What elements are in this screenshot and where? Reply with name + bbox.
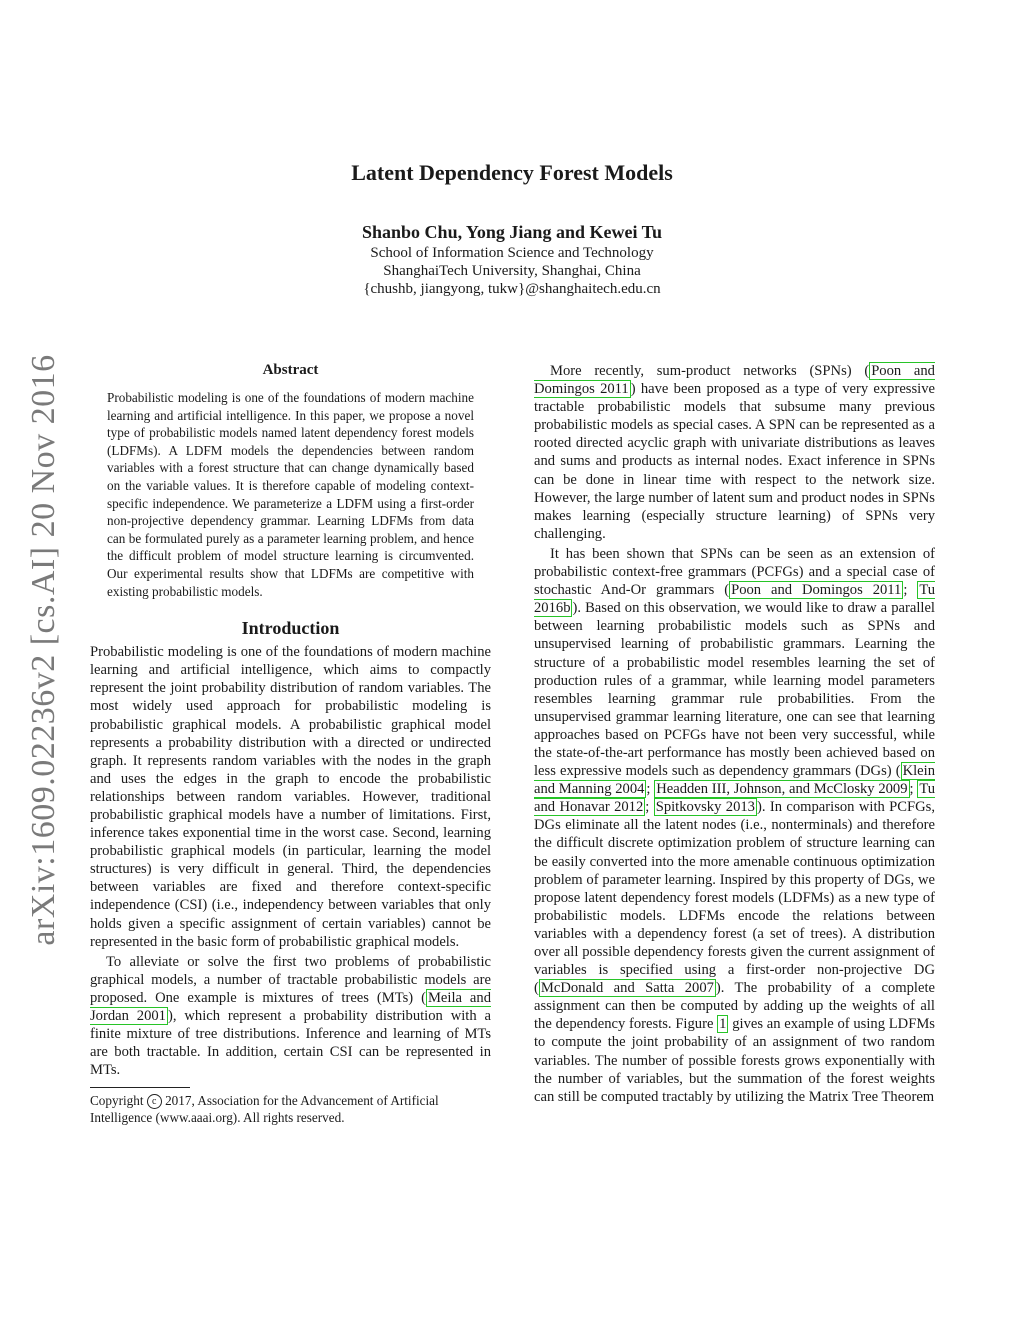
right-paragraph-1 <box>534 362 935 543</box>
right-paragraph-2 <box>534 545 935 1106</box>
paper-title: Latent Dependency Forest Models <box>351 160 673 185</box>
copyright-text-a: 2017, Association for the Advancement of Artificial <box>165 1093 439 1109</box>
citation-separator: ; <box>645 799 654 816</box>
introduction-heading: Introduction <box>241 618 340 639</box>
intro-p2-text-a: To alleviate or solve the first two problems of probabilistic graphical models, a number of tractable probabilistic models are proposed. One example is mixtures of trees (MTs) ( <box>90 953 491 1006</box>
abstract-body: Probabilistic modeling is one of the foundations of modern machine learning and artificial intelligence. In this paper, we propose a novel type of probabilistic models named latent dependency forest models (LDFMs). A LDFM models the dependencies between random variables with a forest structure that can change dynamically based on the variable values. It is therefore capable of modeling context-specific independence. We parameterize a LDFM using a first-order non-projective dependency grammar. Learning LDFMs from data can be formulated purely as a parameter learning problem, and hence the difficult problem of model structure learning is circumvented. Our experimental results show that LDFMs are competitive with existing probabilistic models. <box>107 390 474 599</box>
intro-paragraph-2 <box>90 953 491 1080</box>
copyright-icon: c <box>147 1094 162 1109</box>
affiliation-block <box>0 244 1024 298</box>
citation-link-headden[interactable]: Headden III, Johnson, and McClosky 2009 <box>656 781 908 798</box>
citation-link-meila-jordan[interactable]: Meila and Jordan 2001 <box>90 989 491 1024</box>
arxiv-stamp: arXiv:1609.02236v2 [cs.AI] 20 Nov 2016 <box>25 354 62 946</box>
copyright-label: Copyright <box>90 1093 144 1109</box>
left-column <box>90 362 491 1126</box>
right-p1-text-b: ) have been proposed as a type of very expressive tractable probabilistic models that subsume many previous probabilistic models as special cases. A SPN can be represented as a rooted directed acyclic graph with univariate distributions as leaves and sums and products as internal nodes. Exact inference in SPNs can be done in linear time with respect to the network size. However, the large number of latent sum and product nodes in SPNs makes learning (especially structure learning) of SPNs very challenging. <box>534 381 935 542</box>
citation-link-klein-manning[interactable]: Klein and Manning 2004 <box>534 763 935 798</box>
citation-link-poon-domingos-2[interactable]: Poon and Domingos 2011 <box>731 582 902 599</box>
citation-link-spitkovsky[interactable]: Spitkovsky 2013 <box>655 799 755 816</box>
citation-separator: ; <box>646 781 655 798</box>
right-p1-text-a: More recently, sum-product networks (SPNs) ( <box>550 363 870 379</box>
intro-p2-text-b: ), which represent a probability distribution with a finite mixture of tree distributions. Inference and learning of MTs are both tractable. In addition, certain CSI can be represented in MTs. <box>90 1008 491 1079</box>
affiliation-university: ShanghaiTech University, Shanghai, China <box>383 263 641 279</box>
copyright-text-b: Intelligence (www.aaai.org). All rights reserved. <box>90 1110 345 1126</box>
citation-separator: ; <box>903 582 918 599</box>
citation-link-mcdonald-satta[interactable]: McDonald and Satta 2007 <box>540 980 714 997</box>
citation-separator: ; <box>909 781 918 798</box>
right-p2-text-a: It has been shown that SPNs can be seen as an extension of probabilistic context-free grammars (PCFGs) and a special case of stochastic And-Or grammars ( <box>534 545 935 599</box>
right-column <box>534 362 935 1106</box>
right-p2-text-e: gives an example of using LDFMs to compute the joint probability of an assignment of two random variables. The number of possible forests grows exponentially with the number of variables, but the summation of the forest weights can still be computed tractably by utilizing the Matrix Tree Theorem <box>534 1016 935 1105</box>
footnote-divider <box>90 1087 190 1088</box>
right-p2-text-b: ). Based on this observation, we would like to draw a parallel between learning probabilistic models such as SPNs and unsupervised learning of probabilistic grammars. Learning the structure of a probabilistic model resembles learning the set of production rules of a grammar, while learning model parameters resembles learning grammar rule probabilities. From the unsupervised grammar learning literature, one can see that learning approaches based on PCFGs have not been very successful, while the state-of-the-art performance has mostly been achieved based on less expressive models such as dependency grammars (DGs) ( <box>534 600 935 780</box>
copyright-notice <box>90 1092 491 1126</box>
citation-link-poon-domingos[interactable]: Poon and Domingos 2011 <box>534 363 935 398</box>
right-p2-text-c: ). In comparison with PCFGs, DGs eliminate all the latent nodes (i.e., nonterminals) and therefore the difficult discrete optimization problem of structure learning can be easily converted into the more amenable continuous optimization problem of parameter learning. Inspired by this property of DGs, we propose latent dependency forest models (LDFMs) as a new type of probabilistic models. LDFMs encode the relations between variables with a dependency forest (a set of trees). A distribution over all possible dependency forests given the current assignment of variables is specified using a first-order non-projective DG ( <box>534 799 936 997</box>
citation-link-tu-honavar[interactable]: Tu and Honavar 2012 <box>534 781 936 816</box>
figure-link-1[interactable]: 1 <box>719 1016 727 1033</box>
intro-paragraph-1: Probabilistic modeling is one of the foundations of modern machine learning and artificial intelligence, which aims to compactly represent the joint probability distribution of random variables. The most widely used approach for probabilistic modeling is probabilistic graphical models. A probabilistic graphical model represents a probability distribution with a directed or undirected graph. It represents random variables with the nodes in the graph and uses the edges in the graph to encode the probabilistic relationships between random variables. However, traditional probabilistic graphical models have a number of limitations. First, inference takes exponential time in the worst case. Second, learning probabilistic graphical models (in particular, learning the model structures) is very difficult in general. Third, the dependencies between variables are fixed and therefore context-specific independence (CSI) (i.e., independency between variables that only holds given a specific assignment of certain variables) cannot be represented in the basic form of probabilistic graphical models. <box>90 644 491 950</box>
citation-link-tu-2016b[interactable]: Tu 2016b <box>534 582 936 617</box>
affiliation-school: School of Information Science and Technology <box>370 245 654 261</box>
affiliation-email: {chushb, jiangyong, tukw}@shanghaitech.edu.cn <box>363 281 661 297</box>
abstract-heading: Abstract <box>262 362 319 378</box>
author-list: Shanbo Chu, Yong Jiang and Kewei Tu <box>362 222 662 242</box>
right-p2-text-d: ). The probability of a complete assignment can then be computed by adding up the weights of all the dependency forests. Figure <box>534 980 935 1033</box>
